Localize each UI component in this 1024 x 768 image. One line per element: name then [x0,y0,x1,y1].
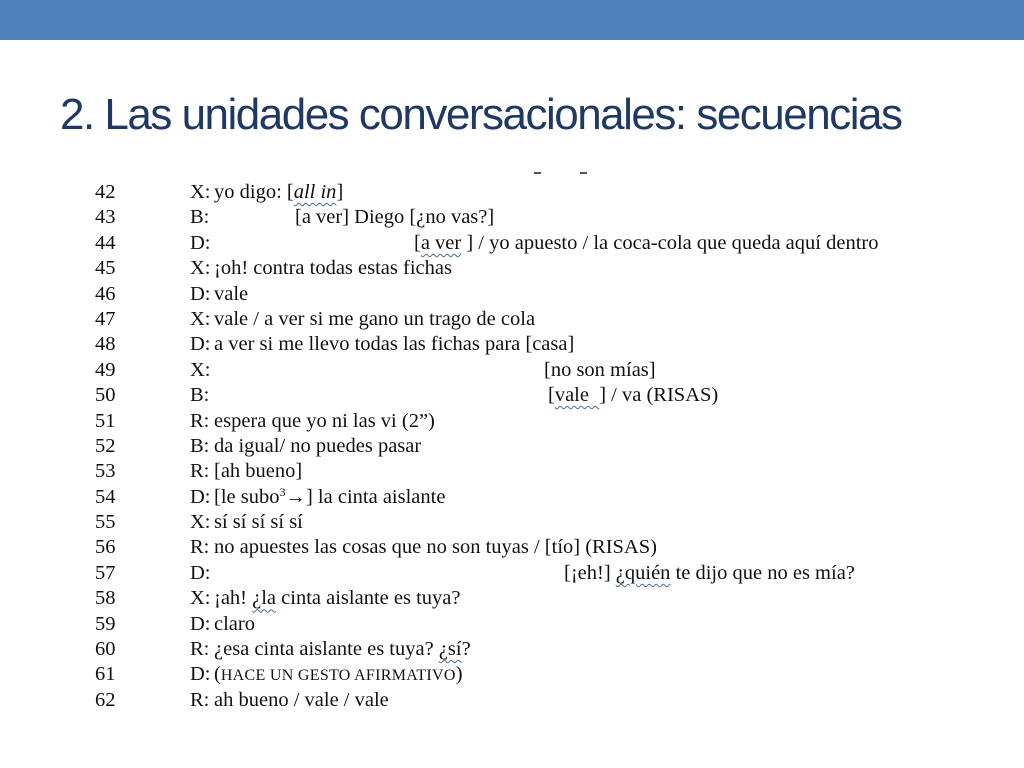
transcript-line [95,485,915,510]
transcript-line [95,561,915,586]
utterance-text: ¿esa cinta aislante es tuya? ¿sí? [214,638,471,661]
utterance-text: (HACE UN GESTO AFIRMATIVO) [214,663,463,686]
decorative-ticks [530,172,590,176]
speaker-label: R: [190,536,210,559]
line-number: 50 [95,384,116,407]
line-number: 43 [95,206,116,229]
speaker-label: X: [190,358,211,381]
transcript-line [95,231,915,256]
line-number: 49 [95,358,116,381]
line-number: 58 [95,587,116,610]
speaker-label: X: [190,307,211,330]
speaker-label: D: [190,485,211,508]
utterance-text: [a ver ] / yo apuesto / la coca-cola que queda aquí dentro [414,231,879,254]
transcript-line [95,256,915,281]
speaker-label: R: [190,688,210,711]
transcript-line [95,459,915,484]
transcript-line [95,307,915,332]
line-number: 45 [95,257,116,280]
utterance-text: no apuestes las cosas que no son tuyas / [tío] (RISAS) [214,536,657,559]
utterance-text: [no son mías] [544,358,656,381]
transcript-line [95,510,915,535]
superscript: 3 [279,484,286,499]
speaker-label: B: [190,434,210,457]
line-number: 54 [95,485,116,508]
line-number: 55 [95,511,116,534]
utterance-text: [a ver] Diego [¿no vas?] [295,206,495,229]
speaker-label: R: [190,409,210,432]
slide-title: 2. Las unidades conversacionales: secuencias [60,90,902,139]
speaker-label: X: [190,257,211,280]
line-number: 44 [95,231,116,254]
transcript-line [95,637,915,662]
line-number: 53 [95,460,116,483]
speaker-label: B: [190,384,210,407]
slide-top-bar [0,0,1024,40]
line-number: 62 [95,688,116,711]
transcript-line [95,688,915,713]
speaker-label: D: [190,231,211,254]
line-number: 48 [95,333,116,356]
utterance-text: ah bueno / vale / vale [214,688,389,711]
speaker-label: D: [190,561,211,584]
speaker-label: X: [190,511,211,534]
utterance-text: yo digo: [all in] [214,181,344,203]
line-number: 51 [95,409,116,432]
speaker-label: D: [190,333,211,356]
utterance-text: claro [214,612,255,635]
transcript-line [95,409,915,434]
utterance-text: [le subo$^3$→] la cinta aislante [214,484,446,508]
speaker-label: R: [190,460,210,483]
line-number: 60 [95,638,116,661]
transcript-line [95,662,915,687]
utterance-text: vale / a ver si me gano un trago de cola [214,307,536,330]
transcript-line [95,180,915,205]
utterance-text: ¡oh! contra todas estas fichas [214,257,452,280]
transcript-line [95,612,915,637]
utterance-text: vale [214,282,249,305]
transcript-line [95,383,915,408]
line-number: 59 [95,612,116,635]
speaker-label: D: [190,612,211,635]
speaker-label: X: [190,181,211,203]
transcript-line [95,535,915,560]
utterance-text: [ah bueno] [214,460,303,483]
transcript-line [95,332,915,357]
speaker-label: R: [190,638,210,661]
line-number: 47 [95,307,116,330]
speaker-label: D: [190,282,211,305]
transcript-line [95,282,915,307]
utterance-text: [¡eh!] ¿quién te dijo que no es mía? [564,561,855,584]
speaker-label: B: [190,206,210,229]
transcript-line [95,434,915,459]
utterance-text: da igual/ no puedes pasar [214,434,422,457]
transcript-line [95,358,915,383]
line-number: 52 [95,434,116,457]
utterance-text: [vale ] / va (RISAS) [548,384,719,407]
line-number: 56 [95,536,116,559]
line-number: 57 [95,561,116,584]
speaker-label: D: [190,663,211,686]
utterance-text: sí sí sí sí sí [214,511,303,534]
utterance-text: espera que yo ni las vi (2”) [214,409,435,432]
utterance-text: ¡ah! ¿la cinta aislante es tuya? [214,587,461,610]
line-number: 46 [95,282,116,305]
line-number: 61 [95,663,116,686]
transcript-line [95,205,915,230]
transcript-line [95,586,915,611]
line-number: 42 [95,181,116,203]
speaker-label: X: [190,587,211,610]
transcript [95,180,915,713]
utterance-text: a ver si me llevo todas las fichas para [casa] [214,333,575,356]
